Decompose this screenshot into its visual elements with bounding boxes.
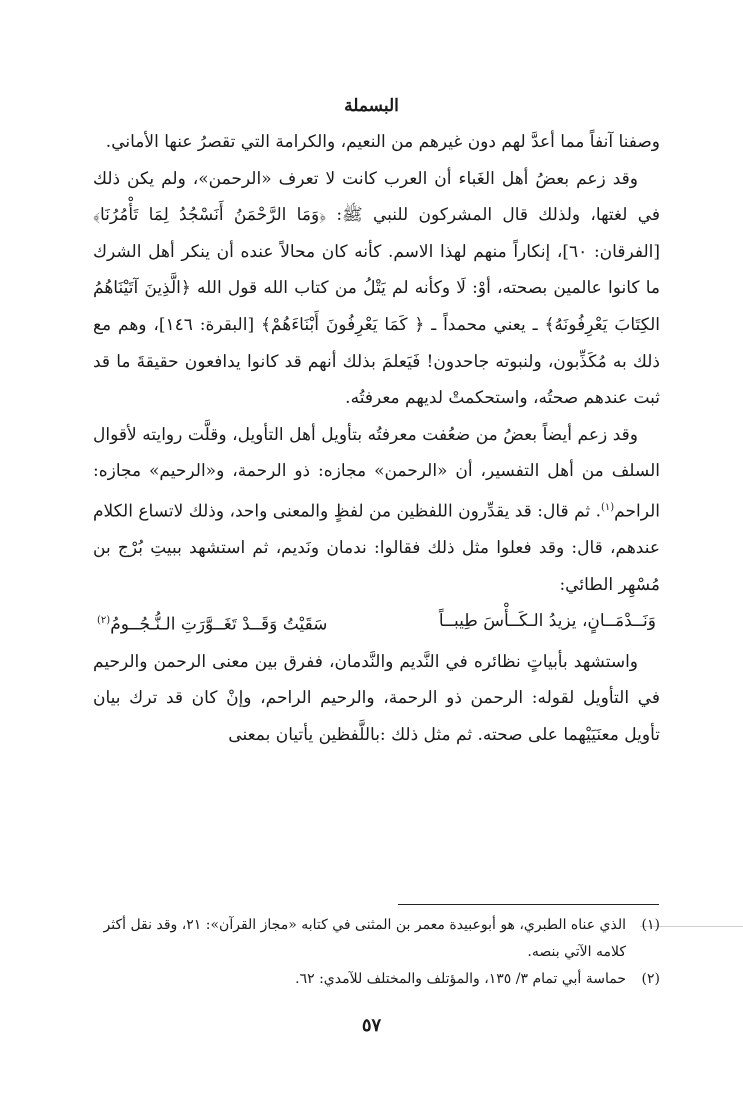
- verse-first-hemistich: وَنَــدْمَــانٍ، يزيدُ الـكَــأْسَ طِيبــاً: [438, 611, 656, 632]
- poetry-verse: [93, 603, 660, 643]
- footnote-item: [70, 966, 660, 993]
- paragraph-3-part-b: . ثم قال: قد يقدِّرون اللفظين من لفظٍ والمعنى واحد، وذلك لاتساع الكلام عندهم، قال: وقد فعلوا مثل ذلك فقالوا: ندمان ونَديم، ثم استشهد ببيتِ بُرْج بن مُسْهِر الطائي:: [93, 501, 660, 595]
- paragraph-3-part-a: وقد زعم أيضاً بعضُ من ضعُفت معرفتُه بتأويل أهل التأويل، وقلَّت روايته لأقوال السلف من أهل التفسير، أن «الرحمن» مجازه: ذو الرحمة، و«الرحيم» مجازه: الراحم: [93, 424, 660, 522]
- paragraph-4: واستشهد بأبياتٍ نظائره في النَّديم والنَّدمان، ففرق بين معنى الرحمن والرحيم في التأويل لقوله: الرحمن ذو الرحمة، والرحيم الراحم، وإنْ كان قد ترك بيان تأويل معنَيَيْهما على صحته. ثم مثل ذلك :باللَّفظين يأتيان بمعنى: [93, 651, 660, 745]
- page-number: ٥٧: [361, 1015, 382, 1036]
- verse-second-hemistich: [97, 603, 327, 643]
- verse-second-text: سَقَيْتُ وَقَــدْ تَغَــوَّرَتِ الـنُّـجُــومُ: [110, 615, 328, 636]
- page-title: البسملة: [344, 96, 399, 116]
- footnote-text: حماسة أبي تمام ٣/ ١٣٥، والمؤتلف والمختلف للآمدي: ٦٢.: [295, 971, 626, 987]
- main-text: [93, 124, 660, 753]
- paragraph-2: وقد زعم بعضُ أهل الغَباء أن العرب كانت لا تعرف «الرحمن»، ولم يكن ذلك في لغتها، ولذلك قال المشركون للنبي ﷺ: ﴿وَمَا الرَّحْمَنُ أَنَسْجُدُ لِمَا تَأْمُرُنَا﴾ [الفرقان: ٦٠]، إنكاراً منهم لهذا الاسم. كأنه كان محالاً عنده أن ينكر أهل الشرك ما كانوا عالمين بصحته، أوْ: لَا وكأنه لم يَتْلُ من كتاب الله قول الله ﴿الَّذِينَ آتَيْنَاهُمُ الكِتَابَ يَعْرِفُونَهُ﴾ ـ يعني محمداً ـ ﴿ كَمَا يَعْرِفُونَ أَبْنَاءَهُمْ﴾ [البقرة: ١٤٦]، وهم مع ذلك به مُكَذِّبون، ولنبوته جاحدون! فَيَعلمَ بذلك أنهم قد كانوا يدافعون حقيقةَ ما قد ثبت عندهم صحتُه، واستحكمتْ لديهم معرفتُه.: [93, 168, 660, 409]
- paragraph-1: وصفنا آنفاً مما أعدَّ لهم دون غيرهم من النعيم، والكرامة التي تقصرُ عنها الأماني.: [105, 132, 660, 152]
- paragraph-3: [93, 417, 660, 604]
- footnotes: [70, 912, 660, 993]
- footnote-number: (٢): [641, 971, 660, 987]
- footnote-ref-1: (١): [600, 501, 615, 513]
- footnote-ref-2: (٢): [97, 615, 111, 627]
- footnote-divider: [398, 904, 659, 905]
- footnote-text: الذي عناه الطبري، هو أبوعبيدة معمر بن المثنى في كتابه «مجاز القرآن»: ٢١، وقد نقل أكثر كلامه الآتي بنصه.: [103, 917, 626, 960]
- footnote-number: (١): [641, 917, 660, 933]
- footnote-item: [70, 912, 660, 966]
